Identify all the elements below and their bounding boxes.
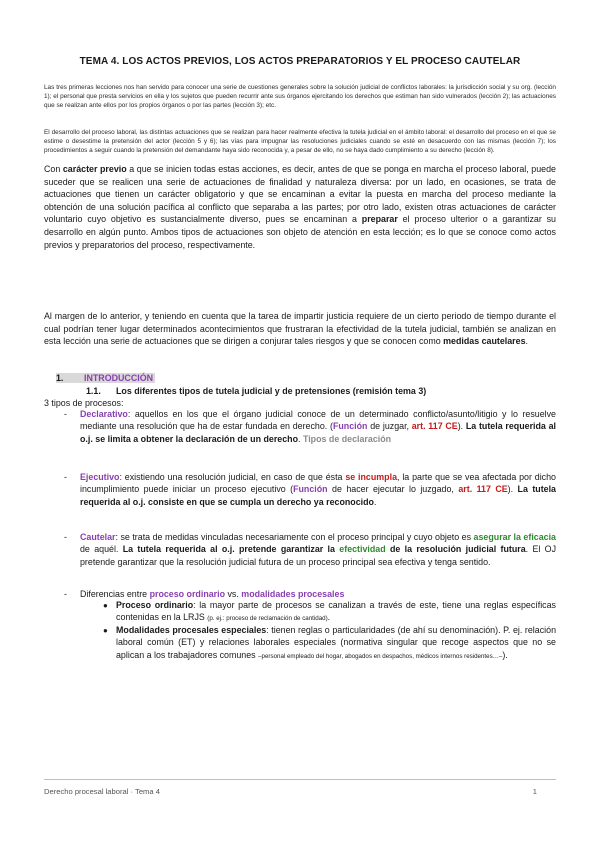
term-declarativo: Declarativo — [80, 409, 128, 419]
text-run: : aquellos en los que el órgano judicial conoce de un determinado conflicto/asunto/litigio y lo resuelve mediante una resolución que ha de estar fundada en derecho. ( — [80, 409, 556, 432]
intro-paragraph-2: El desarrollo del proceso laboral, las distintas actuaciones que se realizan para hacer realmente efectiva la tutela judicial en el ámbito laboral: el desarrollo del proceso en el que se estime o desestime la pretensión del actor (lección 5 y 6); las vías para impugnar las resoluciones judiciales cuando se esté en desacuerdo con las mismas (lección 7); los procedimientos a seguir cuando la pretensión del demandante haya sido reconocida y, a pesar de ello, no se haya dado cumplimiento a su derecho (lección 8). — [44, 129, 556, 155]
section-title: INTRODUCCIÓN — [84, 373, 154, 383]
term-proceso-ordinario: proceso ordinario — [149, 589, 226, 599]
list-item-ejecutivo — [80, 471, 556, 508]
text-run: Diferencias entre — [80, 589, 150, 599]
text-run: el proceso ulterior o a garantizar su desarrollo en algún punto. Ambos tipos de actuaciones son objeto de atención en esta lección; es lo que se conoce como actos previos y preparatorios del proceso, respectivamente. — [44, 214, 556, 250]
list-item-declarativo — [80, 408, 556, 445]
text-run: : existiendo una resolución judicial, en caso de que ésta — [119, 472, 346, 482]
term-bold: Proceso ordinario — [116, 600, 194, 610]
article-reference: art. 117 CE — [411, 421, 458, 432]
list-dash: - — [64, 409, 67, 419]
text-run: vs. — [225, 589, 242, 599]
footer-divider — [44, 779, 556, 780]
text-run: ). — [502, 649, 508, 660]
text-run: . — [373, 496, 377, 507]
subsection-title: Los diferentes tipos de tutela judicial y de pretensiones (remisión tema 3) — [116, 386, 427, 396]
tipos-declaracion-label: Tipos de declaración — [302, 433, 392, 444]
text-run: , la parte que se vea afectada por dicho incumplimiento puede iniciar un proceso ejecutivo ( — [80, 472, 556, 495]
list-item-cautelar — [80, 531, 556, 568]
page-number: 1 — [532, 787, 537, 796]
efectividad-green: efectividad — [339, 544, 386, 555]
tutela-bold: La tutela requerida al o.j. pretende garantizar la — [122, 544, 340, 555]
medidas-cautelares-bold: medidas cautelares — [443, 336, 526, 347]
caracter-previo-bold: carácter previo — [62, 164, 127, 174]
section-heading-introduccion — [56, 373, 556, 383]
term-modalidades-procesales: modalidades procesales — [241, 589, 345, 599]
preparar-bold: preparar — [361, 214, 398, 225]
subitem-modalidades — [116, 624, 556, 663]
text-run: de juzgar, — [367, 421, 412, 432]
term-bold: Modalidades procesales especiales — [116, 625, 267, 635]
incumpla-red: se incumpla — [345, 472, 398, 482]
list-dash: - — [64, 589, 67, 599]
term-funcion: Función — [332, 421, 368, 432]
subsection-heading — [86, 386, 556, 396]
term-ejecutivo: Ejecutivo — [80, 472, 120, 482]
tipos-procesos-line: 3 tipos de procesos: — [44, 398, 124, 408]
text-run: a que se inicien todas estas acciones, es decir, antes de que se ponga en marcha el proceso laboral, puede suceder que se realicen una serie de actuaciones de finalidad y naturaleza diversa: por un lado, en ocasiones, se trata de actuaciones que tienen un carácter obligatorio y que se encaminan a evitar la puesta en marcha del proceso mediante la obtención de una solución pacífica al conflicto que separaba a las partes; por otro lado, existen otras actuaciones de carácter voluntario cuyo objetivo es sustancialmente diverso, pues se encaminan a — [44, 164, 556, 225]
small-note: –personal empleado del hogar, abogados en despachos, médicos internos residentes…– — [258, 652, 503, 660]
subsection-number: 1.1. — [86, 386, 101, 396]
text-run: : tienen reglas o particularidades (de ahí su denominación). P. ej. relación laboral común (ET) y relaciones laborales especiales (normativa singular que recoge aspectos que no se aplican a los trabajadores comunes — [116, 625, 556, 660]
text-run: ). — [457, 421, 466, 432]
term-funcion: Función — [293, 484, 328, 495]
intro-paragraph-1: Las tres primeras lecciones nos han servido para conocer una serie de cuestiones generales sobre la solución judicial de conflictos laborales: la jurisdicción social y su org. (lección 1); el personal que presta servicios en ella y los sujetos que pueden recurrir ante sus órganos ejercitando los derechos que estiman han sido vulnerados (lección 2); las actuaciones que se realizan ante ellos por los propios órganos o por las partes (lección 3); etc. — [44, 84, 556, 110]
text-run: : la mayor parte de procesos se canalizan a través de este, tiene una reglas específicas contenidas en la LRJS — [116, 600, 556, 623]
text-run: . — [298, 433, 303, 444]
text-run: ). — [507, 484, 518, 495]
tutela-bold: de la resolución judicial futura — [385, 544, 526, 555]
paragraph-medidas-cautelares — [44, 310, 556, 348]
article-reference: art. 117 CE — [458, 484, 508, 495]
text-run: . — [327, 612, 331, 623]
footer-title: Derecho procesal laboral · Tema 4 — [44, 787, 160, 796]
tutela-bold: La tutela requerida al o.j. se limita a obtener la declaración de un derecho — [80, 421, 556, 444]
text-run: de hacer ejecutar lo juzgado, — [327, 484, 459, 495]
text-run: . El OJ pretende garantizar que la resolución judicial futura de un proceso principal sea efectiva y tenga sentido. — [80, 544, 557, 567]
document-title: TEMA 4. LOS ACTOS PREVIOS, LOS ACTOS PREPARATORIOS Y EL PROCESO CAUTELAR — [79, 56, 521, 67]
tutela-bold: La tutela requerida al o.j. consiste en que se cumpla un derecho ya reconocido — [80, 484, 556, 507]
text-run: Al margen de lo anterior, y teniendo en cuenta que la tarea de impartir justicia requiere de un cierto periodo de tiempo durante el cual podrían tener lugar determinados acontecimientos que frustraran la efectividad de la tutela judicial, también se analizan en esta lección una serie de actuaciones que se dirigen a conjurar tales riesgos y que se conocen como — [44, 311, 556, 347]
paragraph-actos-previos — [44, 163, 556, 251]
small-note: (p. ej.: proceso de reclamación de cantidad) — [207, 615, 328, 623]
section-number: 1. — [56, 373, 84, 383]
text-run: de aquél. — [80, 544, 123, 555]
list-dash: - — [64, 532, 67, 542]
text-run: . — [525, 336, 528, 347]
text-run: Con — [44, 164, 63, 174]
bullet-icon: ● — [103, 626, 108, 635]
text-run: : se trata de medidas vinculadas necesariamente con el proceso principal y cuyo objeto es — [115, 532, 474, 542]
bullet-icon: ● — [103, 601, 108, 610]
term-cautelar: Cautelar — [80, 532, 116, 542]
list-dash: - — [64, 472, 67, 482]
asegurar-eficacia-green: asegurar la eficacia — [473, 532, 556, 542]
subitem-proceso-ordinario — [116, 599, 556, 626]
